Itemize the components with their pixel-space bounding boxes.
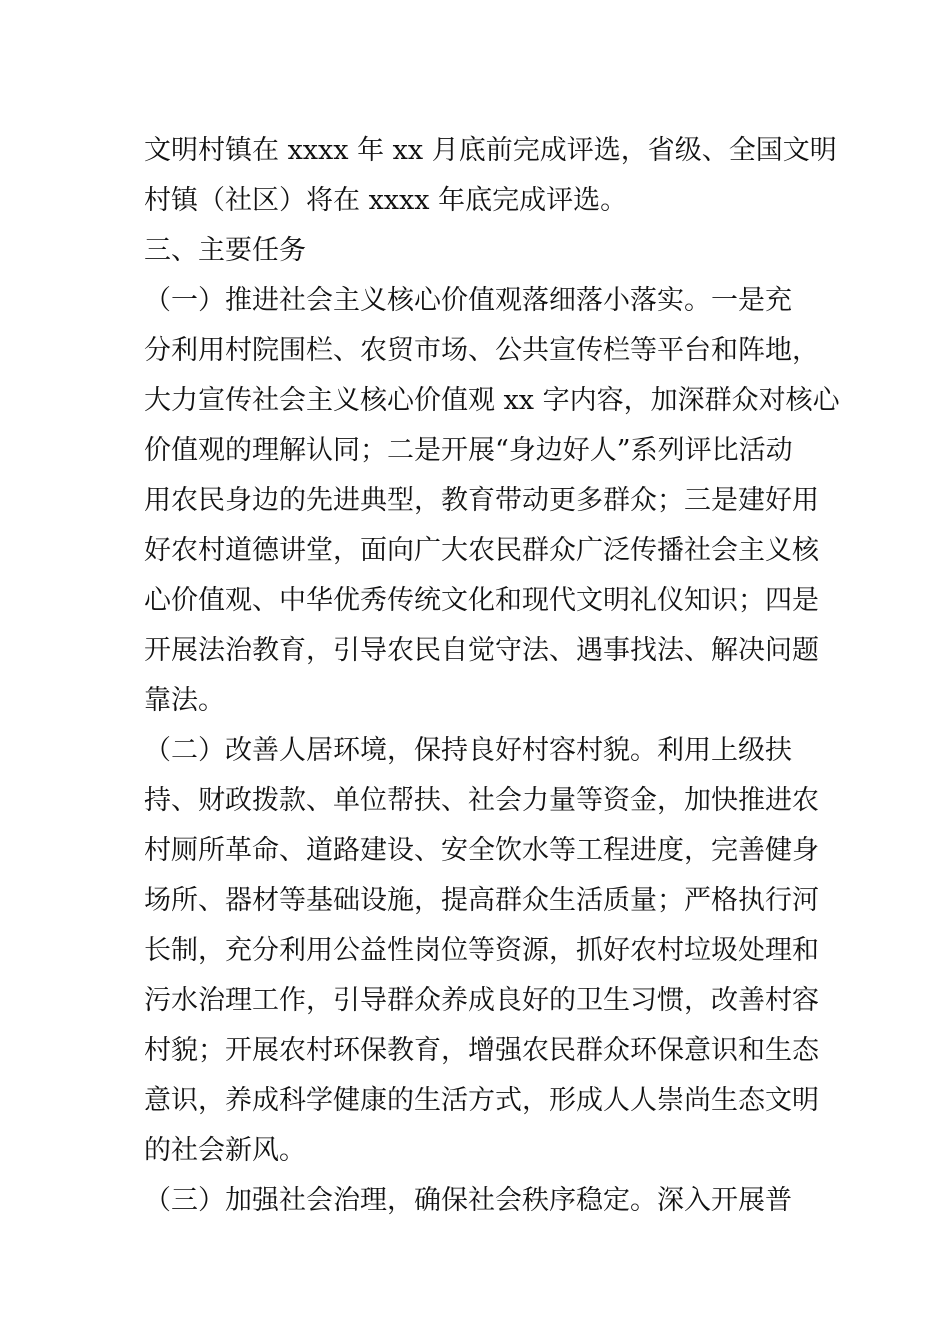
- text-line: 文明村镇在 xxxx 年 xx 月底前完成评选，省级、全国文明: [144, 135, 837, 166]
- text-line: 长制，充分利用公益性岗位等资源，抓好农村垃圾处理和: [144, 935, 819, 966]
- text-line: 场所、器材等基础设施，提高群众生活质量；严格执行河: [144, 885, 819, 916]
- text-line: 的社会新风。: [144, 1135, 306, 1166]
- text-line: 意识，养成科学健康的生活方式，形成人人崇尚生态文明: [144, 1085, 819, 1116]
- text-line: 大力宣传社会主义核心价值观 xx 字内容，加深群众对核心: [144, 385, 840, 416]
- text-line: 污水治理工作，引导群众养成良好的卫生习惯，改善村容: [144, 985, 819, 1016]
- text-line: 好农村道德讲堂，面向广大农民群众广泛传播社会主义核: [144, 535, 819, 566]
- text-line: 分利用村院围栏、农贸市场、公共宣传栏等平台和阵地，: [144, 335, 819, 366]
- text-line: 村厕所革命、道路建设、安全饮水等工程进度，完善健身: [144, 835, 819, 866]
- text-line: 村镇（社区）将在 xxxx 年底完成评选。: [144, 185, 628, 216]
- text-line: 价值观的理解认同；二是开展“身边好人”系列评比活动: [144, 435, 793, 466]
- section-heading: 三、主要任务: [144, 235, 306, 266]
- text-line: 开展法治教育，引导农民自觉守法、遇事找法、解决问题: [144, 635, 819, 666]
- text-line: （二）改善人居环境，保持良好村容村貌。利用上级扶: [144, 735, 792, 766]
- text-line: 村貌；开展农村环保教育，增强农民群众环保意识和生态: [144, 1035, 819, 1066]
- text-line: （一）推进社会主义核心价值观落细落小落实。一是充: [144, 285, 792, 316]
- text-line: 用农民身边的先进典型，教育带动更多群众；三是建好用: [144, 485, 819, 516]
- document-body: [144, 126, 840, 1226]
- text-line: 靠法。: [144, 685, 225, 716]
- text-line: 心价值观、中华优秀传统文化和现代文明礼仪知识；四是: [144, 585, 819, 616]
- text-line: （三）加强社会治理，确保社会秩序稳定。深入开展普: [144, 1185, 792, 1216]
- text-line: 持、财政拨款、单位帮扶、社会力量等资金，加快推进农: [144, 785, 819, 816]
